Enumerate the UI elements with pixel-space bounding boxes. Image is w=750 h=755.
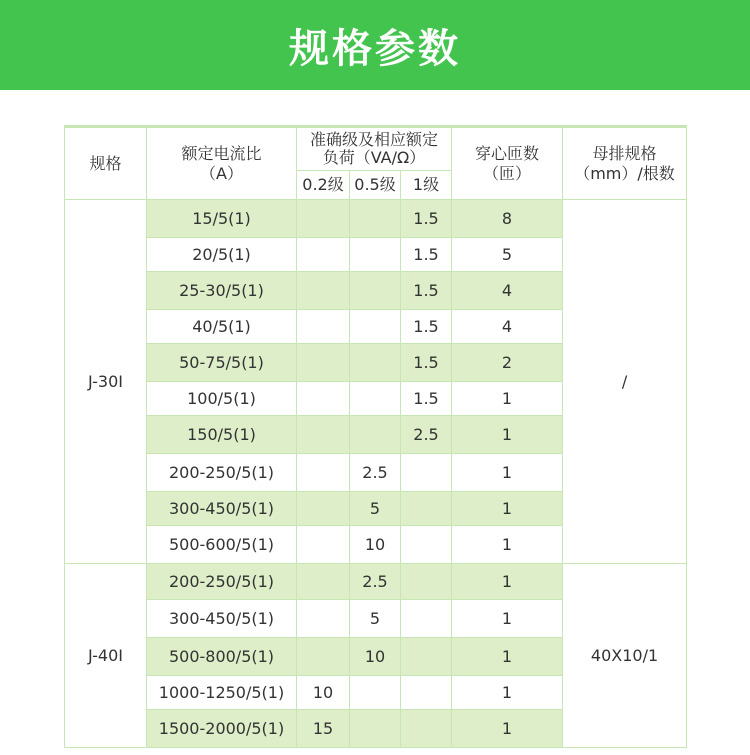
class-02-cell: [297, 600, 350, 638]
turns-cell: 1: [452, 382, 563, 416]
table-row: [65, 564, 687, 600]
turns-cell: 1: [452, 492, 563, 526]
spec-table: [64, 125, 687, 748]
turns-cell: 1: [452, 564, 563, 600]
turns-cell: 5: [452, 238, 563, 272]
class-02-cell: [297, 272, 350, 310]
class-05-cell: [350, 238, 401, 272]
class-1-cell: 1.5: [401, 310, 452, 344]
header-turns-line1: 穿心匝数: [475, 143, 540, 163]
class-1-cell: [401, 676, 452, 710]
turns-cell: 4: [452, 272, 563, 310]
turns-cell: 1: [452, 676, 563, 710]
header-turns-line2: （匝）: [483, 163, 532, 183]
rated-ratio-cell: 1500-2000/5(1): [147, 710, 297, 748]
rated-ratio-cell: 20/5(1): [147, 238, 297, 272]
turns-cell: 4: [452, 310, 563, 344]
rated-ratio-cell: 300-450/5(1): [147, 600, 297, 638]
class-02-cell: [297, 638, 350, 676]
busbar-cell: 40X10/1: [563, 564, 687, 748]
rated-ratio-cell: 100/5(1): [147, 382, 297, 416]
class-02-cell: [297, 454, 350, 492]
page-title: 规格参数: [289, 25, 461, 72]
header-class-line2: 负荷（VA/Ω）: [322, 148, 426, 167]
header-turns: [452, 127, 563, 200]
class-02-cell: [297, 382, 350, 416]
rated-ratio-cell: 200-250/5(1): [147, 564, 297, 600]
class-1-cell: [401, 638, 452, 676]
turns-cell: 1: [452, 600, 563, 638]
class-1-cell: [401, 526, 452, 564]
rated-ratio-cell: 500-800/5(1): [147, 638, 297, 676]
class-1-cell: [401, 492, 452, 526]
class-05-cell: [350, 310, 401, 344]
header-ratio: [147, 127, 297, 200]
model-cell: J-40I: [65, 564, 147, 748]
turns-cell: 2: [452, 344, 563, 382]
turns-cell: 8: [452, 200, 563, 238]
class-05-cell: 5: [350, 600, 401, 638]
class-05-cell: 10: [350, 526, 401, 564]
class-02-cell: [297, 564, 350, 600]
turns-cell: 1: [452, 416, 563, 454]
rated-ratio-cell: 25-30/5(1): [147, 272, 297, 310]
turns-cell: 1: [452, 710, 563, 748]
class-02-cell: [297, 344, 350, 382]
class-05-cell: 5: [350, 492, 401, 526]
header-class-05: 0.5级: [350, 171, 401, 200]
class-1-cell: 1.5: [401, 272, 452, 310]
class-1-cell: [401, 600, 452, 638]
rated-ratio-cell: 50-75/5(1): [147, 344, 297, 382]
class-02-cell: [297, 200, 350, 238]
table-body: [65, 200, 687, 748]
header-busbar: [563, 127, 687, 200]
header-busbar-line1: 母排规格: [592, 143, 657, 163]
class-02-cell: [297, 238, 350, 272]
class-05-cell: 2.5: [350, 454, 401, 492]
class-05-cell: [350, 272, 401, 310]
table-row: [65, 200, 687, 238]
rated-ratio-cell: 200-250/5(1): [147, 454, 297, 492]
rated-ratio-cell: 300-450/5(1): [147, 492, 297, 526]
header-ratio-line2: （A）: [200, 163, 243, 183]
class-05-cell: [350, 382, 401, 416]
model-cell: J-30I: [65, 200, 147, 564]
class-02-cell: [297, 526, 350, 564]
class-02-cell: [297, 492, 350, 526]
class-1-cell: 1.5: [401, 200, 452, 238]
rated-ratio-cell: 150/5(1): [147, 416, 297, 454]
class-1-cell: 1.5: [401, 382, 452, 416]
class-1-cell: 1.5: [401, 344, 452, 382]
class-05-cell: 10: [350, 638, 401, 676]
turns-cell: 1: [452, 638, 563, 676]
class-1-cell: 1.5: [401, 238, 452, 272]
header-class-02: 0.2级: [297, 171, 350, 200]
class-1-cell: [401, 710, 452, 748]
header-ratio-line1: 额定电流比: [181, 143, 262, 163]
class-1-cell: [401, 564, 452, 600]
class-1-cell: [401, 454, 452, 492]
class-05-cell: [350, 676, 401, 710]
turns-cell: 1: [452, 526, 563, 564]
title-banner: [0, 0, 750, 90]
class-05-cell: [350, 416, 401, 454]
rated-ratio-cell: 40/5(1): [147, 310, 297, 344]
rated-ratio-cell: 15/5(1): [147, 200, 297, 238]
turns-cell: 1: [452, 454, 563, 492]
header-model: 规格: [65, 127, 147, 200]
class-02-cell: [297, 310, 350, 344]
header-busbar-line2: （mm）/根数: [574, 163, 675, 183]
class-05-cell: [350, 710, 401, 748]
table-header: [65, 127, 687, 200]
class-02-cell: 10: [297, 676, 350, 710]
class-05-cell: 2.5: [350, 564, 401, 600]
rated-ratio-cell: 500-600/5(1): [147, 526, 297, 564]
header-class-1: 1级: [401, 171, 452, 200]
header-class-line1: 准确级及相应额定: [310, 130, 439, 149]
class-05-cell: [350, 344, 401, 382]
rated-ratio-cell: 1000-1250/5(1): [147, 676, 297, 710]
header-accuracy-class: [297, 127, 452, 171]
class-1-cell: 2.5: [401, 416, 452, 454]
spec-table-wrapper: [64, 125, 686, 748]
class-02-cell: [297, 416, 350, 454]
class-05-cell: [350, 200, 401, 238]
class-02-cell: 15: [297, 710, 350, 748]
busbar-cell: /: [563, 200, 687, 564]
